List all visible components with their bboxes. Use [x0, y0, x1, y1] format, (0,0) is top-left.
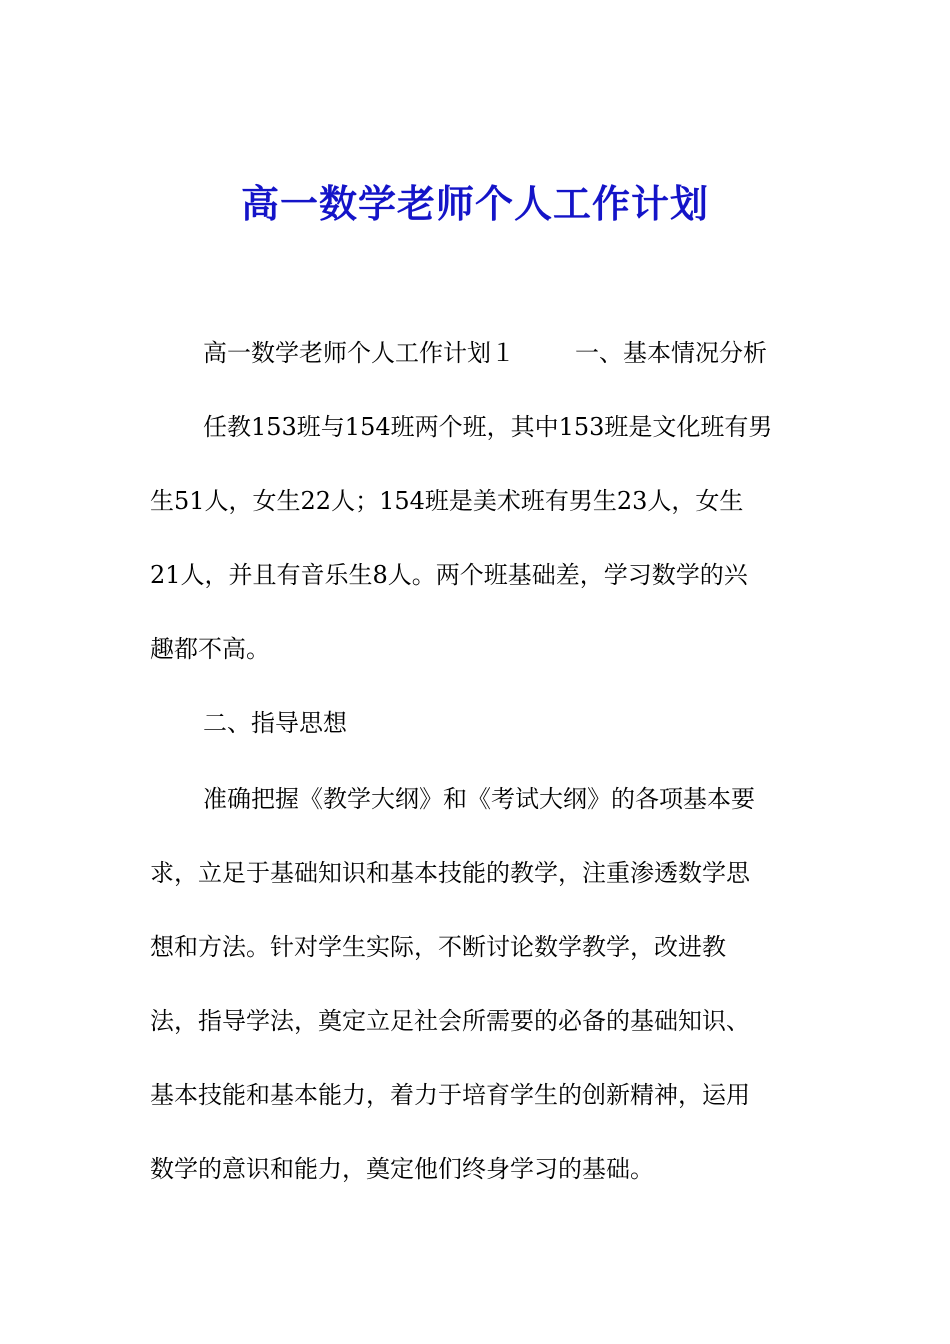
paragraph2-line-2: 求，立足于基础知识和基本技能的教学，注重渗透数学思 [150, 859, 750, 887]
paragraph2-line-5: 基本技能和基本能力，着力于培育学生的创新精神，运用 [150, 1081, 750, 1109]
paragraph2-line-6: 数学的意识和能力，奠定他们终身学习的基础。 [150, 1155, 654, 1183]
paragraph2-line-4: 法，指导学法，奠定立足社会所需要的必备的基础知识、 [150, 1007, 750, 1035]
paragraph1-line-2: 生51人，女生22人；154班是美术班有男生23人，女生 [150, 487, 744, 515]
paragraph1-line-4: 趣都不高。 [150, 635, 270, 663]
paragraph2-line-1: 准确把握《教学大纲》和《考试大纲》的各项基本要 [203, 785, 755, 813]
plan-subtitle: 高一数学老师个人工作计划１ [203, 339, 515, 367]
document-title: 高一数学老师个人工作计划 [240, 181, 709, 226]
heading-line [203, 336, 767, 370]
paragraph1-line-3: 21人，并且有音乐生8人。两个班基础差，学习数学的兴 [150, 561, 748, 589]
section2-heading: 二、指导思想 [203, 709, 347, 737]
paragraph1-line-1: 任教153班与154班两个班，其中153班是文化班有男 [203, 413, 773, 441]
paragraph2-line-3: 想和方法。针对学生实际，不断讨论数学教学，改进教 [150, 933, 726, 961]
section1-heading: 一、基本情况分析 [575, 339, 767, 367]
